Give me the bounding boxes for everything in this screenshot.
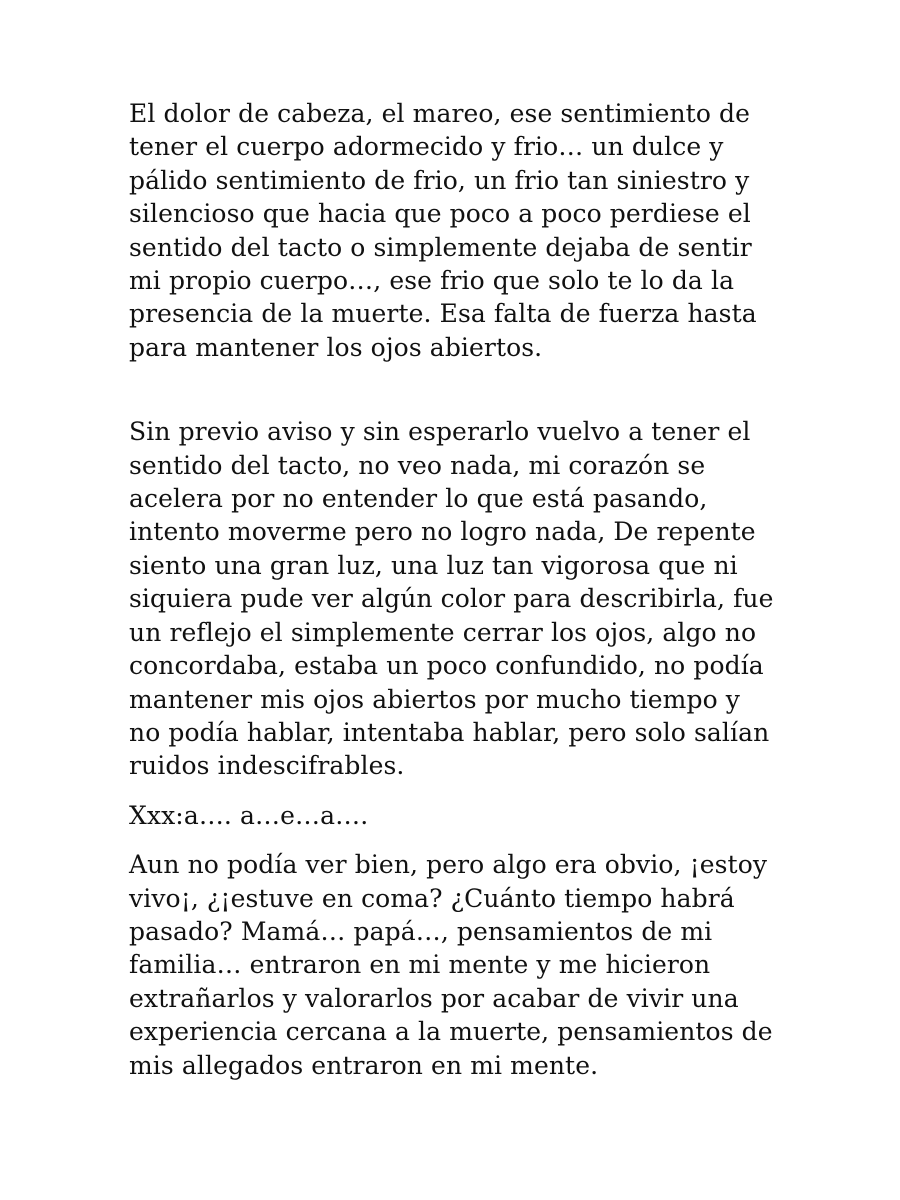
paragraph-spacer — [129, 364, 789, 415]
paragraph-4 — [129, 848, 789, 1082]
text-line: Xxx:a…. a…e…a…. — [129, 800, 369, 830]
text-line: silencioso que hacia que poco a poco perdiese el — [129, 199, 751, 229]
text-line: para mantener los ojos abiertos. — [129, 332, 543, 362]
paragraph-3 — [129, 799, 789, 832]
paragraph-2 — [129, 415, 789, 782]
text-line: familia… entraron en mi mente y me hicieron — [129, 950, 711, 980]
text-line: no podía hablar, intentaba hablar, pero solo salían — [129, 717, 770, 747]
text-line: Aun no podía ver bien, pero algo era obvio, ¡estoy — [129, 850, 768, 880]
text-line: vivo¡, ¿¡estuve en coma? ¿Cuánto tiempo habrá — [129, 883, 735, 913]
paragraph-1 — [129, 97, 789, 364]
text-line: acelera por no entender lo que está pasando, — [129, 484, 708, 514]
paragraph-spacer — [129, 832, 789, 848]
text-line: sentido del tacto, no veo nada, mi corazón se — [129, 450, 706, 480]
text-line: experiencia cercana a la muerte, pensamientos de — [129, 1017, 773, 1047]
text-line: un reflejo el simplemente cerrar los ojos, algo no — [129, 617, 757, 647]
text-line: presencia de la muerte. Esa falta de fuerza hasta — [129, 299, 757, 329]
text-line: pasado? Mamá… papá…, pensamientos de mi — [129, 916, 713, 946]
text-line: mantener mis ojos abiertos por mucho tiempo y — [129, 684, 741, 714]
text-line: ruidos indescifrables. — [129, 751, 405, 781]
text-line: siquiera pude ver algún color para describirla, fue — [129, 584, 774, 614]
text-line: concordaba, estaba un poco confundido, no podía — [129, 651, 764, 681]
document-page — [129, 97, 789, 1082]
text-line: mi propio cuerpo…, ese frio que solo te lo da la — [129, 266, 735, 296]
text-line: pálido sentimiento de frio, un frio tan siniestro y — [129, 165, 750, 195]
paragraph-spacer — [129, 783, 789, 799]
text-line: sentido del tacto o simplemente dejaba de sentir — [129, 232, 752, 262]
text-line: extrañarlos y valorarlos por acabar de vivir una — [129, 983, 739, 1013]
text-line: El dolor de cabeza, el mareo, ese sentimiento de — [129, 99, 751, 128]
text-line: Sin previo aviso y sin esperarlo vuelvo a tener el — [129, 417, 751, 447]
text-line: intento moverme pero no logro nada, De repente — [129, 517, 756, 547]
text-line: tener el cuerpo adormecido y frio… un dulce y — [129, 132, 724, 162]
text-line: mis allegados entraron en mi mente. — [129, 1050, 599, 1080]
text-line: siento una gran luz, una luz tan vigorosa que ni — [129, 550, 738, 580]
